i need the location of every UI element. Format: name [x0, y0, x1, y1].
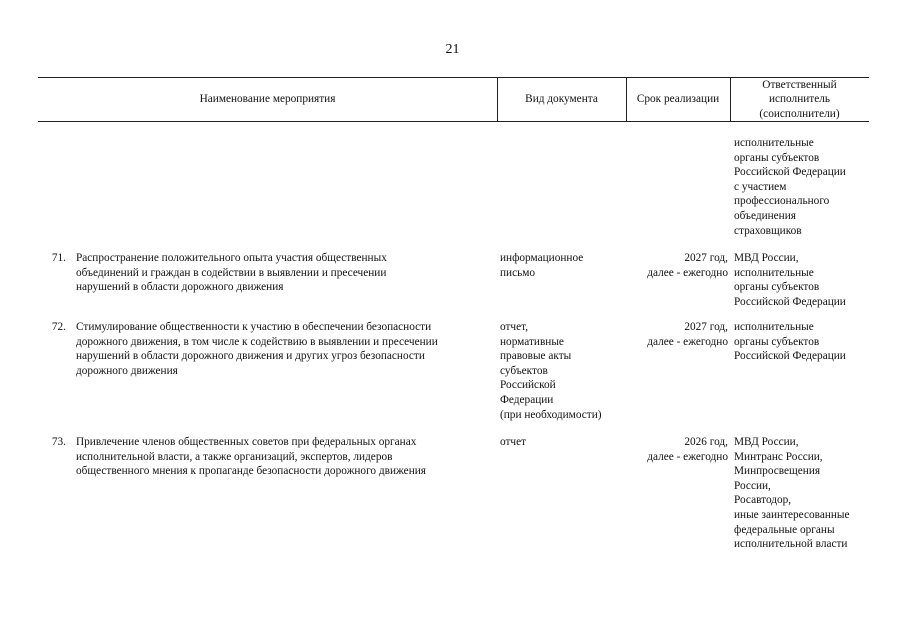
header-exec-label: Ответственный исполнитель (соисполнители) — [759, 78, 840, 120]
continuation-executors: исполнительные органы субъектов Российской Федерации с участием профессионального объединения страховщиков — [734, 137, 846, 237]
page-number: 21 — [445, 42, 460, 57]
row-document: отчет — [500, 436, 527, 448]
row-document: отчет, нормативные правовые акты субъектов Российской Федерации (при необходимости) — [500, 321, 602, 421]
header-name-label: Наименование мероприятия — [199, 93, 336, 106]
row-term: 2027 год, далее - ежегодно — [647, 252, 728, 279]
header-exec — [730, 78, 869, 121]
row-name: Распространение положительного опыта участия общественных объединений и граждан в содействии в выявлении и пресечении нарушений в области дорожного движения — [76, 252, 387, 294]
row-name: Стимулирование общественности к участию в обеспечении безопасности дорожного движения, в том числе к содействию в выявлении и пресечении нарушений в области дорожного движения и других угроз безопасности дорожного движения — [76, 321, 438, 377]
row-executors: МВД России, исполнительные органы субъектов Российской Федерации — [734, 252, 846, 308]
row-name: Привлечение членов общественных советов при федеральных органах исполнительной власти, а также организаций, экспертов, лидеров общественного мнения к пропаганде безопасности дорожного движения — [76, 436, 426, 478]
row-executors: МВД России, Минтранс России, Минпросвещения России, Росавтодор, иные заинтересованные федеральные органы исполнительной власти — [734, 436, 850, 551]
header-doc — [497, 78, 626, 121]
row-number: 71. — [51, 252, 66, 264]
row-executors: исполнительные органы субъектов Российской Федерации — [734, 321, 846, 363]
header-bottom-rule — [38, 121, 869, 122]
row-number: 72. — [51, 321, 66, 333]
row-document: информационное письмо — [500, 252, 584, 279]
header-doc-label: Вид документа — [525, 93, 598, 106]
row-term: 2026 год, далее - ежегодно — [647, 436, 728, 463]
row-number: 73. — [51, 436, 66, 448]
header-name — [38, 78, 497, 121]
header-term — [626, 78, 730, 121]
header-term-label: Срок реализации — [636, 93, 720, 106]
row-term: 2027 год, далее - ежегодно — [647, 321, 728, 348]
